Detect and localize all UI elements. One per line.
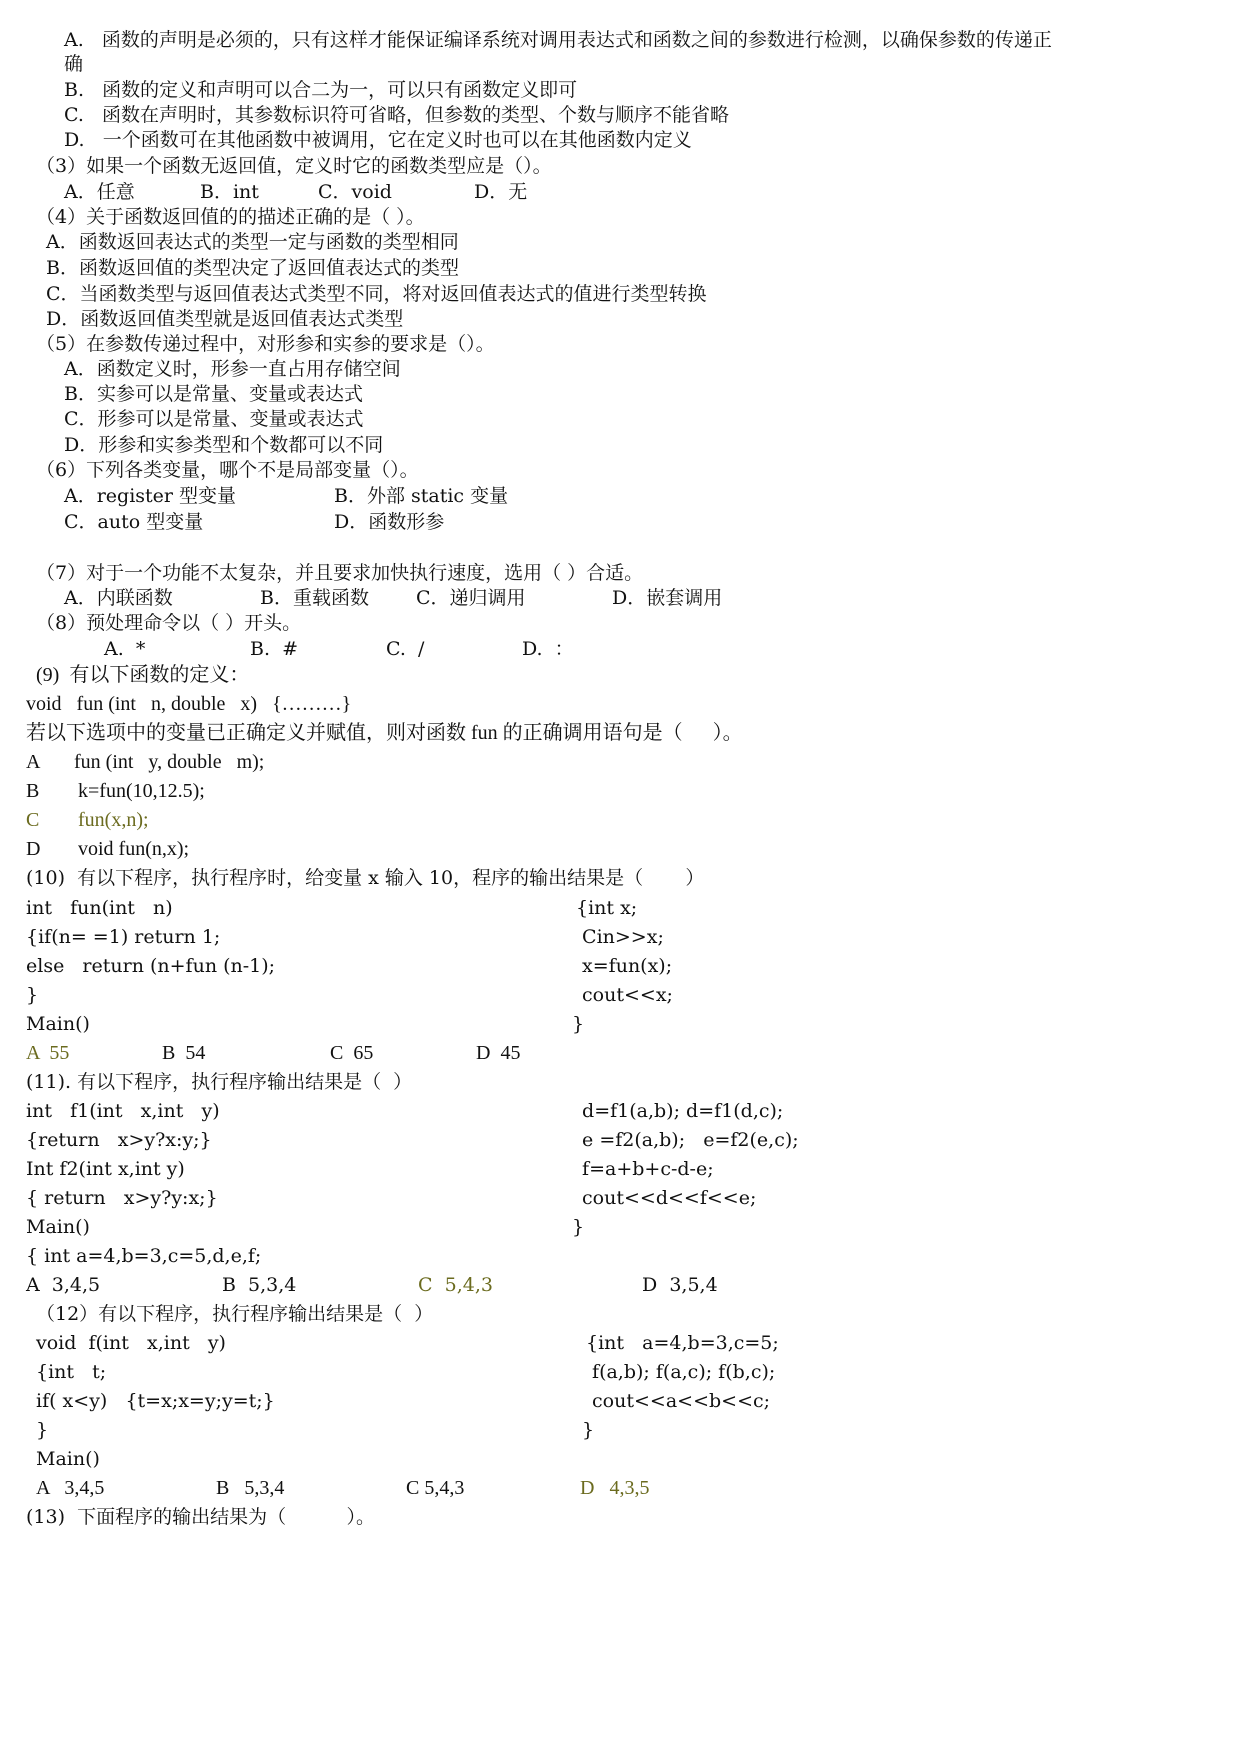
q11-code-right-line: f=a+b+c-d-e; — [576, 1158, 714, 1180]
q11-code-right-line: d=f1(a,b); d=f1(d,c); — [576, 1100, 784, 1122]
q11-option-d: D 3,5,4 — [642, 1274, 718, 1296]
q9-option-a: fun (int y, double m); — [74, 751, 265, 773]
q12-code-left-line: if( x<y) {t=x;x=y;y=t;} — [36, 1390, 275, 1412]
q2-option-a-continued: 确 — [64, 53, 84, 75]
q12-code-right-line: {int a=4,b=3,c=5; — [586, 1332, 779, 1354]
q10-code-left-line: {if(n= =1) return 1; — [26, 926, 221, 948]
q8-option-b: B. # — [250, 638, 299, 660]
q10-code-left-line: } — [26, 984, 39, 1006]
q9-option-c-letter: C — [26, 809, 40, 831]
q12-stem: （12）有以下程序，执行程序输出结果是（ ） — [36, 1303, 434, 1325]
q4-option-b: B．函数返回值的类型决定了返回值表达式的类型 — [46, 257, 459, 279]
q10-option-c: C 65 — [330, 1042, 374, 1064]
q13-stem: (13) 下面程序的输出结果为（ ）。 — [26, 1506, 375, 1528]
q11-option-c: C 5,4,3 — [418, 1274, 493, 1296]
q4-stem: （4）关于函数返回值的的描述正确的是（ ）。 — [36, 206, 425, 228]
q10-code-left-line: else return (n+fun (n-1); — [26, 955, 276, 977]
q12-code-right-line: f(a,b); f(a,c); f(b,c); — [586, 1361, 776, 1383]
q11-code-left-line: Main() — [26, 1216, 90, 1238]
q11-code-left-line: { return x>y?y:x;} — [26, 1187, 218, 1209]
q6-option-c: C．auto 型变量 — [64, 511, 204, 533]
q5-option-a: A．函数定义时，形参一直占用存储空间 — [64, 358, 401, 380]
q11-option-a: A 3,4,5 — [26, 1274, 101, 1296]
q2-option-a: A. 函数的声明是必须的，只有这样才能保证编译系统对调用表达式和函数之间的参数进行检测，以确保参数的传递正 — [64, 29, 1052, 51]
q5-option-c: C．形参可以是常量、变量或表达式 — [64, 408, 364, 430]
q2-option-c: C. 函数在声明时，其参数标识符可省略，但参数的类型、个数与顺序不能省略 — [64, 104, 730, 126]
q12-option-b: B 5,3,4 — [216, 1477, 285, 1499]
q2-option-b: B. 函数的定义和声明可以合二为一，可以只有函数定义即可 — [64, 79, 578, 101]
q9-code: void fun (int n, double x) {………} — [26, 693, 352, 715]
q11-code-left-line: { int a=4,b=3,c=5,d,e,f; — [26, 1245, 262, 1267]
q12-code-left-line: void f(int x,int y) — [36, 1332, 226, 1354]
q9-text: 若以下选项中的变量已正确定义并赋值，则对函数 fun 的正确调用语句是（ ）。 — [26, 722, 743, 744]
q12-code-left-line: Main() — [36, 1448, 100, 1470]
q7-option-c: C．递归调用 — [416, 587, 526, 609]
q11-code-left-line: Int f2(int x,int y) — [26, 1158, 185, 1180]
q10-code-left-line: int fun(int n) — [26, 897, 173, 919]
q7-option-a: A．内联函数 — [64, 587, 173, 609]
q4-option-a: A．函数返回表达式的类型一定与函数的类型相同 — [46, 231, 459, 253]
q11-option-b: B 5,3,4 — [222, 1274, 297, 1296]
q6-option-d: D．函数形参 — [334, 511, 445, 533]
q12-code-right-line: cout<<a<<b<<c; — [586, 1390, 771, 1412]
q10-option-d: D 45 — [476, 1042, 521, 1064]
q12-code-left-line: } — [36, 1419, 49, 1441]
q8-option-a: A. * — [104, 638, 146, 660]
q10-option-b: B 54 — [162, 1042, 206, 1064]
q6-stem: （6）下列各类变量，哪个不是局部变量（）。 — [36, 459, 419, 481]
q8-stem: （8）预处理命令以（ ）开头。 — [36, 612, 302, 634]
q12-option-d: D 4,3,5 — [580, 1477, 650, 1499]
q5-option-b: B．实参可以是常量、变量或表达式 — [64, 383, 363, 405]
q11-code-right-line: cout<<d<<f<<e; — [576, 1187, 757, 1209]
q7-option-b: B．重载函数 — [260, 587, 369, 609]
q10-stem: (10) 有以下程序，执行程序时，给变量 x 输入 10，程序的输出结果是（ ） — [26, 867, 705, 889]
q6-option-b: B．外部 static 变量 — [334, 485, 509, 507]
q10-code-right-line: cout<<x; — [576, 984, 673, 1006]
q9-option-c: fun(x,n); — [78, 809, 149, 831]
q2-option-d: D. 一个函数可在其他函数中被调用，它在定义时也可以在其他函数内定义 — [64, 129, 692, 151]
q11-code-right-line: e =f2(a,b); e=f2(e,c); — [576, 1129, 799, 1151]
q11-code-left-line: {return x>y?x:y;} — [26, 1129, 212, 1151]
q9-option-a-letter: A — [26, 751, 41, 773]
q3-option-a: A．任意 — [64, 181, 135, 203]
q4-option-d: D．函数返回值类型就是返回值表达式类型 — [46, 308, 404, 330]
q10-code-left-line: Main() — [26, 1013, 90, 1035]
q9-option-d: void fun(n,x); — [78, 838, 190, 860]
q3-option-c: C．void — [318, 181, 392, 203]
q3-option-b: B．int — [200, 181, 259, 203]
q12-code-left-line: {int t; — [36, 1361, 107, 1383]
q7-option-d: D．嵌套调用 — [612, 587, 723, 609]
q9-option-b: k=fun(10,12.5); — [78, 780, 205, 802]
q7-stem: （7）对于一个功能不太复杂，并且要求加快执行速度，选用（ ）合适。 — [36, 562, 644, 584]
q8-option-c: C. / — [386, 638, 425, 660]
q10-code-right-line: Cin>>x; — [576, 926, 664, 948]
q10-code-right-line: {int x; — [576, 897, 638, 919]
q10-option-a: A 55 — [26, 1042, 70, 1064]
q11-stem: (11). 有以下程序，执行程序输出结果是（ ） — [26, 1071, 413, 1093]
q5-stem: （5）在参数传递过程中，对形参和实参的要求是（）。 — [36, 333, 495, 355]
q5-option-d: D．形参和实参类型和个数都可以不同 — [64, 434, 384, 456]
q12-code-right-line: } — [582, 1419, 595, 1441]
q4-option-c: C．当函数类型与返回值表达式类型不同，将对返回值表达式的值进行类型转换 — [46, 283, 707, 305]
q10-code-right-line: x=fun(x); — [576, 955, 673, 977]
q3-stem: （3）如果一个函数无返回值，定义时它的函数类型应是（）。 — [36, 155, 552, 177]
q10-code-right-line: } — [572, 1013, 585, 1035]
q9-stem: (9) 有以下函数的定义： — [36, 664, 250, 686]
q11-code-left-line: int f1(int x,int y) — [26, 1100, 220, 1122]
q8-option-d: D. ： — [522, 638, 574, 660]
q9-option-b-letter: B — [26, 780, 40, 802]
q9-option-d-letter: D — [26, 838, 41, 860]
q12-option-c: C 5,4,3 — [406, 1477, 465, 1499]
q11-code-right-line: } — [572, 1216, 585, 1238]
q3-option-d: D．无 — [474, 181, 528, 203]
q12-option-a: A 3,4,5 — [36, 1477, 105, 1499]
q6-option-a: A．register 型变量 — [64, 485, 237, 507]
